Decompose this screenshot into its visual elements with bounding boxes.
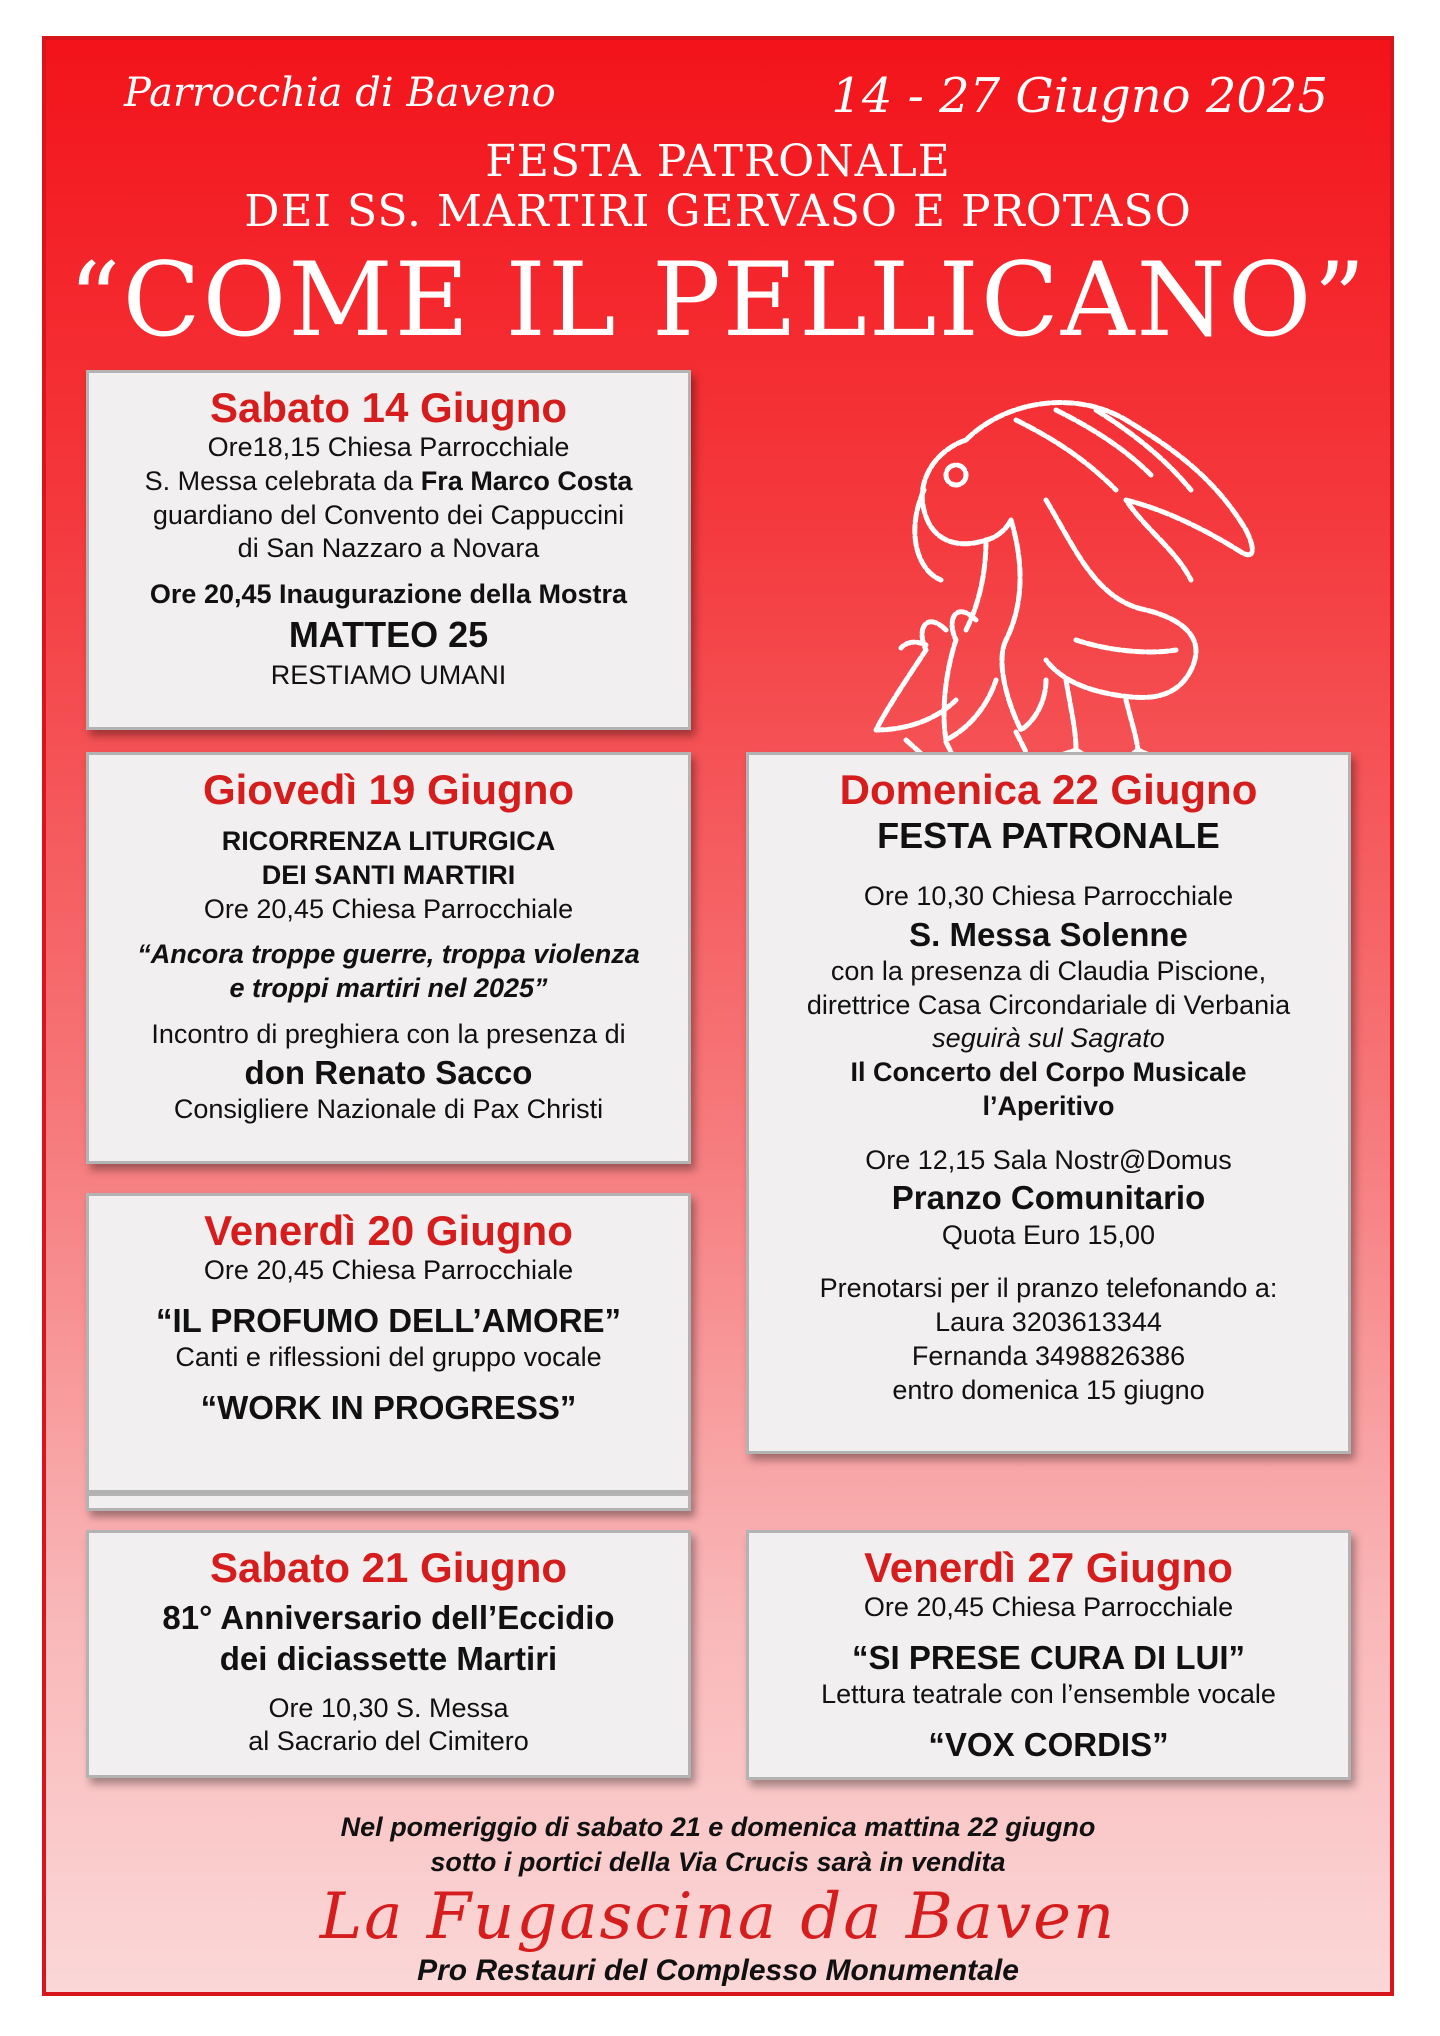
performer-name: “VOX CORDIS” xyxy=(928,1725,1169,1763)
event-subtitle: S. Messa Solenne xyxy=(909,915,1188,953)
event-line: Ore 20,45 Chiesa Parrocchiale xyxy=(203,893,574,924)
pelican-icon xyxy=(846,380,1306,780)
event-day: Venerdì 20 Giugno xyxy=(204,1207,573,1254)
event-card-ven27 xyxy=(746,1530,1351,1780)
event-line: DEI SANTI MARTIRI xyxy=(261,859,516,890)
event-day: Sabato 21 Giugno xyxy=(209,1544,568,1591)
guest-name: don Renato Sacco xyxy=(244,1053,533,1091)
footer xyxy=(46,1810,1390,1988)
main-title: “COME IL PELLICANO” xyxy=(68,241,1368,360)
event-quote: e troppi martiri nel 2025” xyxy=(229,973,548,1004)
event-card-dom22 xyxy=(746,752,1351,1454)
event-day: Venerdì 27 Giugno xyxy=(864,1544,1233,1591)
event-line: direttrice Casa Circondariale di Verbania xyxy=(806,989,1291,1020)
event-card-ven20 xyxy=(86,1193,691,1493)
event-line: Consigliere Nazionale di Pax Christi xyxy=(173,1093,604,1124)
event-line: Ore 10,30 Chiesa Parrocchiale xyxy=(863,880,1234,911)
event-card-sab21 xyxy=(86,1530,691,1778)
event-line: Canti e riflessioni del gruppo vocale xyxy=(175,1342,602,1373)
event-line: Ore 10,30 S. Messa xyxy=(268,1692,509,1723)
event-day: Domenica 22 Giugno xyxy=(839,766,1258,813)
event-line: Ore 20,45 Chiesa Parrocchiale xyxy=(203,1255,574,1286)
event-line: di San Nazzaro a Novara xyxy=(237,533,540,564)
festa-subtitle: DEI SS. MARTIRI GERVASO E PROTASO xyxy=(244,186,1192,237)
footer-note: Nel pomeriggio di sabato 21 e domenica mattina 22 giugno xyxy=(340,1812,1096,1842)
fugascina-title: La Fugascina da Baven xyxy=(319,1880,1117,1955)
event-line: entro domenica 15 giugno xyxy=(892,1374,1205,1405)
exhibition-title: MATTEO 25 xyxy=(288,613,489,655)
footer-note: sotto i portici della Via Crucis sarà in vendita xyxy=(430,1847,1006,1878)
event-line: Lettura teatrale con l’ensemble vocale xyxy=(821,1679,1276,1710)
contact-line: Laura 3203613344 xyxy=(935,1307,1162,1338)
event-line: guardiano del Convento dei Cappuccini xyxy=(152,499,625,530)
event-subtitle: Pranzo Comunitario xyxy=(891,1179,1206,1217)
performer-name: “WORK IN PROGRESS” xyxy=(200,1388,577,1426)
celebrant-name: Fra Marco Costa xyxy=(420,465,633,496)
event-line: l’Aperitivo xyxy=(982,1090,1115,1121)
event-card-sab14 xyxy=(86,370,691,730)
event-line: con la presenza di Claudia Piscione, xyxy=(830,955,1267,986)
contact-line: Fernanda 3498826386 xyxy=(911,1340,1186,1371)
event-card-sab21 xyxy=(86,1493,691,1511)
event-line: al Sacrario del Cimitero xyxy=(248,1726,529,1757)
event-line: RICORRENZA LITURGICA xyxy=(221,826,556,857)
festa-title: FESTA PATRONALE xyxy=(485,136,951,187)
event-title: dei diciassette Martiri xyxy=(219,1640,558,1678)
exhibition-subtitle: RESTIAMO UMANI xyxy=(270,659,507,690)
event-line: Ore 20,45 Chiesa Parrocchiale xyxy=(863,1592,1234,1623)
event-dates: 14 - 27 Giugno 2025 xyxy=(831,68,1328,124)
event-title: “IL PROFUMO DELL’AMORE” xyxy=(155,1301,622,1339)
poster xyxy=(42,36,1394,1996)
event-quote: “Ancora troppe guerre, troppa violenza xyxy=(137,939,640,970)
event-line: Ore 20,45 Inaugurazione della Mostra xyxy=(149,579,628,610)
event-line: seguirà sul Sagrato xyxy=(932,1023,1165,1054)
footer-purpose: Pro Restauri del Complesso Monumentale xyxy=(417,1954,1019,1988)
event-title: 81° Anniversario dell’Eccidio xyxy=(162,1599,615,1637)
event-card-gio19 xyxy=(86,752,691,1164)
event-day: Giovedì 19 Giugno xyxy=(202,766,575,813)
parish-name: Parrocchia di Baveno xyxy=(124,70,556,116)
event-line: Quota Euro 15,00 xyxy=(941,1219,1156,1250)
event-day: Sabato 14 Giugno xyxy=(209,384,568,431)
event-line: Il Concerto del Corpo Musicale xyxy=(850,1057,1247,1088)
event-line: Incontro di preghiera con la presenza di xyxy=(151,1018,626,1049)
event-line: Ore18,15 Chiesa Parrocchiale xyxy=(207,432,570,463)
event-line: Ore 12,15 Sala Nostr@Domus xyxy=(865,1144,1232,1175)
event-title: “SI PRESE CURA DI LUI” xyxy=(852,1638,1245,1676)
event-title: FESTA PATRONALE xyxy=(877,815,1220,857)
event-line: S. Messa celebrata da Fra Marco Costa xyxy=(144,465,633,496)
event-line: Prenotarsi per il pranzo telefonando a: xyxy=(819,1273,1278,1304)
